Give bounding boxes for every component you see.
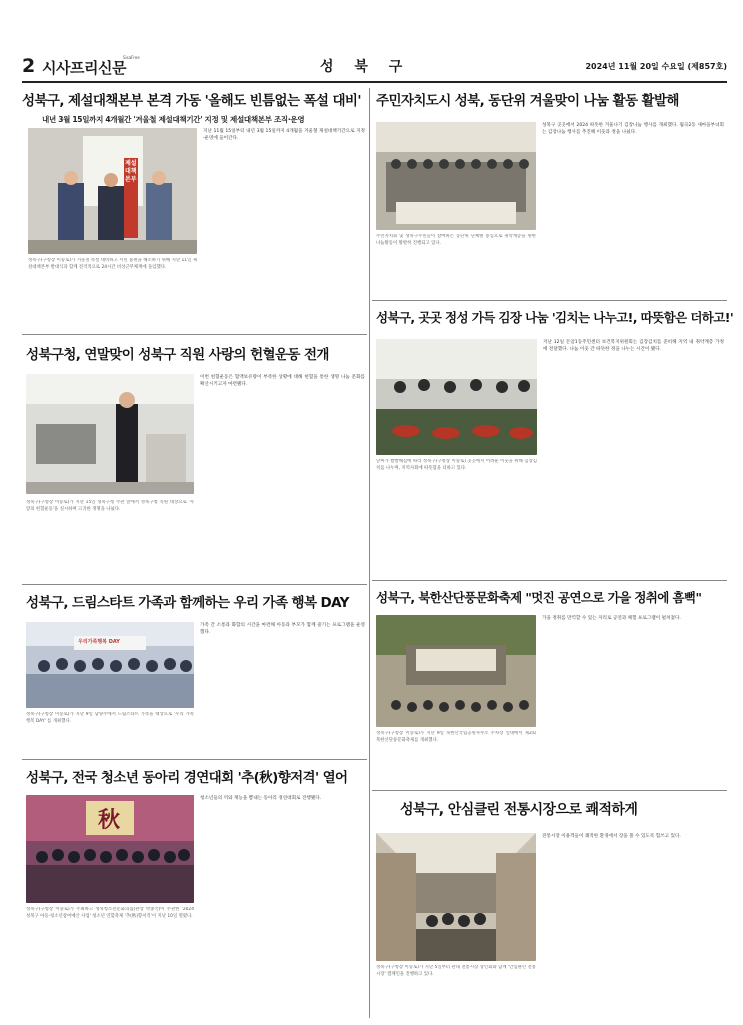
- article-body: 가을 정취를 만끽할 수 있는 자리로 공연과 체험 프로그램이 펼쳐졌다.: [542, 616, 681, 621]
- article-caption: 성북구(구청장 이승로)가 주최하고 성북청소년문화의집(관장 박종국)이 주관한 '2024 성북구 아동·청소년참여예산 사업' 청소년 연합축제 '추(秋)향저격'이 지난 10일 열렸다.: [26, 907, 194, 919]
- article-bukhansan-festival: [372, 585, 727, 790]
- article-caption: 주민자치회 및 성북구주민들이 참여하는 동단위 단체별 중심으로 취약계층을 위한 나눔활동이 활발히 진행되고 있다.: [376, 234, 536, 246]
- article-photo: [376, 833, 536, 961]
- article-caption: 성북구(구청장 이승로)가 지난 9일 남양주에서 드림스타트 가족을 대상으로 '우리 가족 행복 DAY' 를 개최했다.: [26, 712, 194, 724]
- article-caption: 성북구(구청장 이승로)가 지난 9일 북한산국립공원사무소 주차장 일대에서 제2회 북한산단풍문화축제를 개최했다.: [376, 731, 536, 743]
- article-headline: 성북구청, 연말맞이 성북구 직원 사랑의 헌혈운동 전개: [26, 347, 329, 363]
- photo-scene: [26, 374, 194, 494]
- article-caption: 성북구(구청장 이승로)가 겨울철 폭설 대비하고 시민 불편을 해소하기 위해 지난 11일 제설대책본부 발대식과 함께 전격적으로 24시간 비상근무체계에 돌입했다.: [28, 258, 197, 270]
- article-winter-sharing: [372, 88, 727, 298]
- row-divider: [22, 334, 367, 335]
- article-body: 지난 11월 15일부터 내년 3월 15일까지 4개월을 겨울철 제설대책기간으로 지정·운영에 들어간다.: [203, 129, 365, 142]
- article-body: 지난 12일 돈암1동주민센터 보건복지위원회는 김장김치를 준비해 지역 내 취약계층 가정에 전달했다. 나눔 이웃 간 따뜻한 정을 나누는 시간이 됐다.: [543, 340, 724, 353]
- article-photo: [376, 615, 536, 727]
- photo-scene: [376, 615, 536, 727]
- article-snow-removal: [22, 88, 367, 308]
- photo-scene: [26, 622, 194, 708]
- article-clean-market: [372, 795, 727, 1020]
- article-photo: [26, 374, 194, 494]
- article-caption: 성북구(구청장 이승로)가 지난 5일부터 관내 전통시장 상인회와 함께 '안심클린 전통시장' 캠페인을 진행하고 있다.: [376, 965, 536, 977]
- newspaper-name: 시사프리신문: [42, 59, 126, 77]
- photo-scene: [28, 128, 197, 254]
- article-headline: 성북구, 제설대책본부 본격 가동 '올해도 빈틈없는 폭설 대비': [22, 93, 361, 109]
- article-photo: [376, 122, 536, 230]
- article-photo: [28, 128, 197, 254]
- issue-info: 2024년 11월 20일 수요일 (제857호): [585, 62, 727, 71]
- article-photo: [26, 795, 194, 903]
- article-dream-start: [22, 590, 367, 750]
- article-kimchi-sharing: [372, 305, 734, 579]
- article-blood-donation: [22, 340, 367, 560]
- article-body: 이번 헌혈운동은 혈액보유량이 부족한 상황에 대해 헌혈을 통한 생명 나눔 문화를 확산시키고자 마련됐다.: [200, 375, 365, 388]
- photo-scene: [376, 122, 536, 230]
- article-caption: 날씨가 쌀쌀해짐에 따라 성북구(구청장 이승로) 곳곳에서 어려운 이웃을 위해 김장김치를 나누며, 지역사회에 따뜻함을 더하고 있다.: [376, 459, 537, 471]
- article-body: 청소년들의 끼와 재능을 뽐내는 동아리 경연대회로 진행됐다.: [200, 796, 322, 801]
- row-divider: [372, 300, 727, 301]
- photo-scene: [376, 339, 537, 455]
- photo-banner-text: 우리가족행복 DAY: [78, 639, 120, 645]
- article-youth-contest: [22, 765, 367, 1020]
- article-headline: 성북구, 곳곳 정성 가득 김장 나눔 '김치는 나누고!, 따뜻함은 더하고!': [376, 310, 734, 325]
- article-headline: 주민자치도시 성북, 동단위 겨울맞이 나눔 활동 활발해: [376, 93, 679, 109]
- article-body: 성북구 곳곳에서 2024 따뜻한 겨울나기 김장나눔 행사를 개최했다. 월곡2동 새마을부녀회는 김장나눔 행사를 추진해 이웃과 정을 나눴다.: [542, 123, 724, 136]
- article-photo: [376, 339, 537, 455]
- row-divider: [22, 759, 367, 760]
- article-headline: 성북구, 안심클린 전통시장으로 쾌적하게: [400, 802, 638, 818]
- article-photo: [26, 622, 194, 708]
- article-headline: 성북구, 북한산단풍문화축제 "멋진 공연으로 가을 정취에 흠뻑": [376, 590, 702, 605]
- row-divider: [22, 584, 367, 585]
- masthead: [22, 55, 727, 81]
- page-number: 2: [22, 55, 36, 77]
- column-divider: [369, 88, 370, 1018]
- article-subhead: 내년 3월 15일까지 4개월간 '겨울철 제설대책기간' 지정 및 제설대책본부 조직·운영: [42, 115, 305, 124]
- article-body: 가족 간 소통과 화합의 시간을 마련해 아동과 부모가 함께 즐기는 프로그램을 운영했다.: [200, 623, 365, 636]
- article-caption: 성북구(구청장 이승로)가 지난 15일 성북구청 주관 앞에서 성북구청 직원 대상으로 '사랑의 헌혈운동'을 실시하며 고귀한 생명을 나눴다.: [26, 500, 194, 512]
- row-divider: [372, 580, 727, 581]
- photo-sign-text: 제설대책본부: [125, 160, 137, 183]
- photo-scene: [376, 833, 536, 961]
- photo-banner-text: 秋: [98, 807, 121, 833]
- row-divider: [372, 790, 727, 791]
- article-headline: 성북구, 드림스타트 가족과 함께하는 우리 가족 행복 DAY: [26, 595, 349, 611]
- article-body: 전통시장 이용객들이 쾌적한 환경에서 장을 볼 수 있도록 힘쓰고 있다.: [542, 834, 681, 839]
- section-title: 성 북 구: [320, 59, 411, 75]
- article-headline: 성북구, 전국 청소년 동아리 경연대회 '추(秋)향저격' 열어: [26, 770, 348, 786]
- newspaper-logo-sub: SisaFree: [123, 55, 140, 60]
- masthead-rule: [22, 81, 727, 83]
